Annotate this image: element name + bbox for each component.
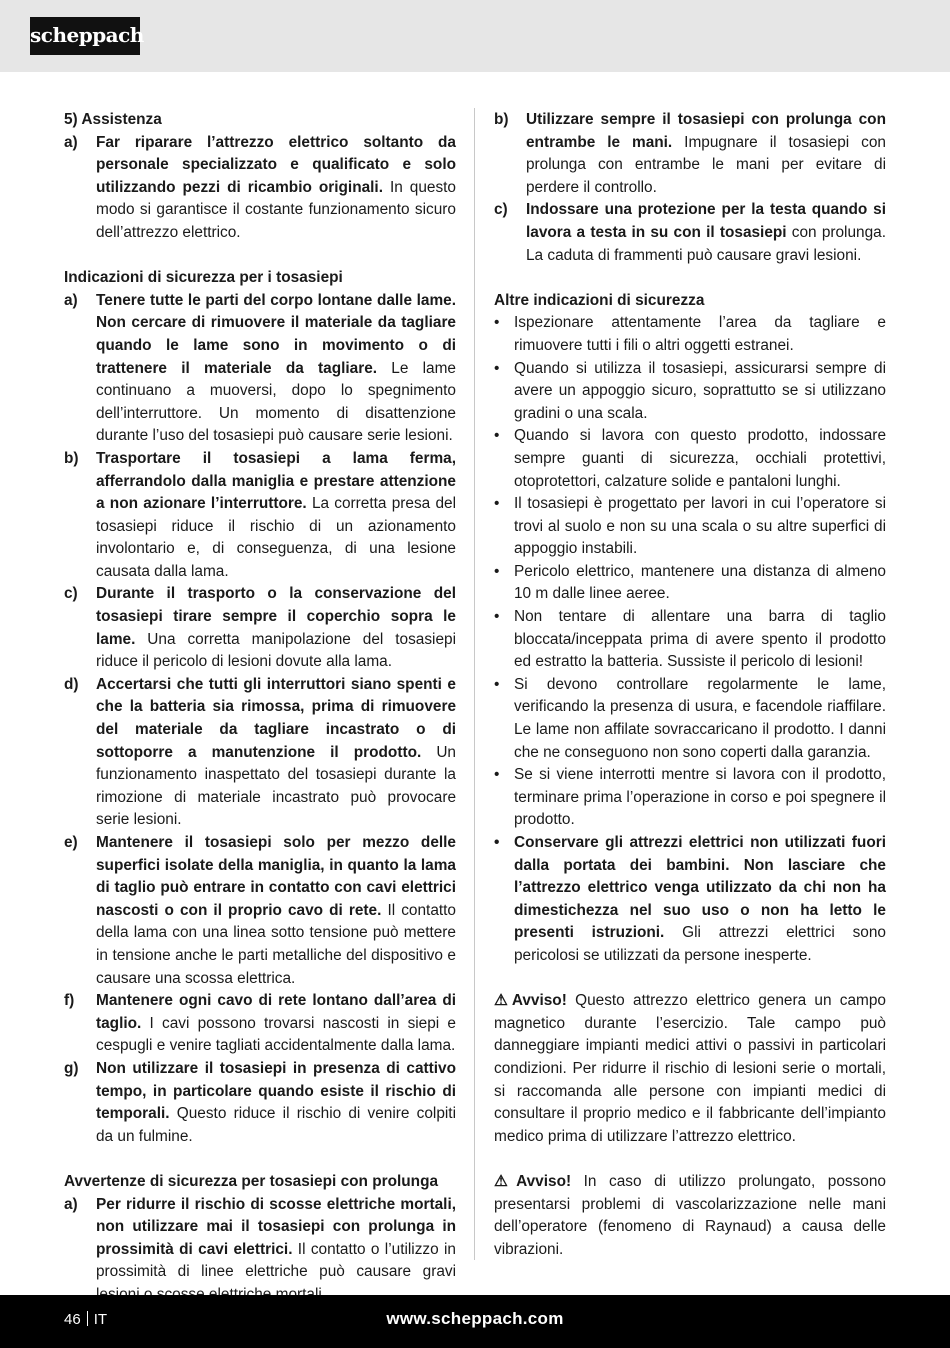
bullet-item <box>494 425 886 493</box>
item-text: Un funzionamento inaspettato del tosasiepi durante la rimozione di materiale incastrato può provocare serie lesioni. <box>96 743 456 829</box>
bullet-dot-icon: • <box>494 495 500 513</box>
item-label: a) <box>64 1195 78 1213</box>
column-divider <box>474 108 475 1260</box>
warning-text: In caso di utilizzo prolungato, possono presentarsi problemi di vascolarizzazione nelle mani dell’operatore (fenomeno di Raynaud) a causa delle vibrazioni. <box>494 1172 886 1258</box>
item-label: b) <box>494 111 509 128</box>
item-label: b) <box>64 449 79 467</box>
bullet-item <box>494 606 886 674</box>
bullet-text: Il tosasiepi è progettato per lavori in cui l’operatore si trovi al suolo e non su una scala o su altre superfici di appoggio instabili. <box>514 495 886 558</box>
item-text: con prolunga. La caduta di frammenti può causare gravi lesioni. <box>526 223 886 264</box>
item-text: Le lame continuano a muoversi, dopo lo spegnimento dell’interruttore. Un momento di disattenzione durante l’uso del tosasiepi può causare serie lesioni. <box>96 359 456 445</box>
instruction-item <box>64 832 456 990</box>
section-heading-tosasiepi: Indicazioni di sicurezza per i tosasiepi <box>64 269 343 287</box>
bullet-text: Se si viene interrotti mentre si lavora con il prodotto, terminare prima l’operazione in corso e poi spegnere il prodotto. <box>514 766 886 829</box>
item-bold-text: Utilizzare sempre il tosasiepi con prolunga con entrambe le mani. <box>526 111 886 151</box>
instruction-item <box>494 199 886 267</box>
item-label: g) <box>64 1059 79 1077</box>
item-text: In questo modo si garantisce il costante funzionamento sicuro dell’attrezzo elettrico. <box>96 178 456 241</box>
bullet-text: Non tentare di allentare una barra di taglio bloccata/inceppata prima di avere spento il prodotto ed estratto la batteria. Sussiste il pericolo di lesioni! <box>514 608 886 671</box>
item-text: I cavi possono trovarsi nascosti in siepi e cespugli e venire tagliati accidentalmente dalla lama. <box>96 1014 456 1055</box>
warning-text: Questo attrezzo elettrico genera un campo magnetico durante l’esercizio. Tale campo può danneggiare impianti medici attivi o passivi in particolari condizioni. Per ridurre il rischio di lesioni serie o mortali, si raccomanda alle persone con impianti medici di consultare il proprio medico e il fabbricante dell’impianto medico prima di utilizzare l’attrezzo elettrico. <box>494 992 886 1145</box>
item-label: a) <box>64 133 78 151</box>
item-bold-text: Far riparare l’attrezzo elettrico soltanto da personale specializzato e qualificato e solo utilizzando pezzi di ricambio originali. <box>96 133 456 196</box>
bullet-item <box>494 358 886 426</box>
item-bold-text: Durante il trasporto o la conservazione del tosasiepi tirare sempre il coperchio sopra le lame. <box>96 585 456 648</box>
warning-triangle-icon: ⚠ <box>494 992 512 1010</box>
item-label: e) <box>64 834 78 851</box>
item-label: c) <box>64 585 78 603</box>
item-bold-text: Tenere tutte le parti del corpo lontane dalle lame. Non cercare di rimuovere il materiale da tagliare quando le lame sono in movimento o di trattenere il materiale da tagliare. <box>96 291 456 377</box>
item-bold-text: Trasportare il tosasiepi a lama ferma, afferrandolo dalla maniglia e prestare attenzione a non azionare l’interruttore. <box>96 449 456 513</box>
instruction-item <box>64 290 456 448</box>
warning-label: Avviso! <box>516 1172 572 1190</box>
bullet-item <box>494 561 886 606</box>
bullet-dot-icon: • <box>494 766 500 784</box>
instruction-item <box>64 990 456 1058</box>
instruction-item <box>64 1058 456 1148</box>
instruction-item <box>64 1194 456 1307</box>
language-code: IT <box>93 1311 108 1328</box>
warning-paragraph <box>494 990 886 1148</box>
item-text: Impugnare il tosasiepi con prolunga con entrambe le mani per evitare di perdere il controllo. <box>526 133 886 196</box>
instruction-item <box>494 109 886 199</box>
bullet-item <box>494 764 886 832</box>
instruction-item <box>64 448 456 584</box>
website-url: www.scheppach.com <box>386 1309 564 1328</box>
bullet-dot-icon: • <box>494 427 500 445</box>
bullet-text: Quando si lavora con questo prodotto, indossare sempre guanti di sicurezza, occhiali protettivi, otoprotettori, calzature solide e pantaloni lunghi. <box>514 427 886 490</box>
right-column <box>494 109 886 1261</box>
instruction-item <box>64 674 456 832</box>
bullet-dot-icon: • <box>494 562 500 580</box>
page-footer <box>0 1295 950 1348</box>
bullet-item <box>494 312 886 357</box>
bullet-dot-icon: • <box>494 608 500 626</box>
section-heading-prolunga: Avvertenze di sicurezza per tosasiepi con prolunga <box>64 1172 439 1190</box>
warning-triangle-icon: ⚠ <box>494 1172 517 1190</box>
bullet-item <box>494 493 886 561</box>
bullet-dot-icon: • <box>494 834 500 851</box>
bullet-dot-icon: • <box>494 359 500 377</box>
item-text: La corretta presa del tosasiepi riduce il rischio di un azionamento involontario e, di conseguenza, di una lesione causata dalla lama. <box>96 495 456 580</box>
section-heading-assistenza: 5) Assistenza <box>64 111 162 128</box>
item-text: Il contatto della lama con una linea sotto tensione può mettere in tensione anche le parti metalliche del dispositivo e causare una scossa elettrica. <box>96 901 456 987</box>
item-bold-text: Non utilizzare il tosasiepi in presenza di cattivo tempo, in particolare quando esiste il rischio di temporali. <box>96 1059 456 1123</box>
warning-label: Avviso! <box>511 992 567 1010</box>
logo-text: scheppach <box>30 23 144 47</box>
bullet-bold-text: Conservare gli attrezzi elettrici non utilizzati fuori dalla portata dei bambini. Non lasciare che l’attrezzo elettrico venga utilizzato da chi non ha dimestichezza nel suo uso o non ha letto le presenti istruzioni. <box>514 834 886 942</box>
left-column <box>64 109 456 1306</box>
item-text: Questo riduce il rischio di venire colpiti da un fulmine. <box>96 1105 456 1145</box>
item-bold-text: Per ridurre il rischio di scosse elettriche mortali, non utilizzare mai il tosasiepi con prolunga in prossimità di cavi elettrici. <box>96 1195 456 1258</box>
item-label: c) <box>494 201 508 219</box>
bullet-item-bold <box>494 832 886 968</box>
item-label: f) <box>64 992 75 1010</box>
item-bold-text: Mantenere il tosasiepi solo per mezzo delle superfici isolate della maniglia, in quanto la lama di taglio può entrare in contatto con cavi elettrici nascosti o con il proprio cavo di rete. <box>96 834 456 919</box>
item-bold-text: Mantenere ogni cavo di rete lontano dall’area di taglio. <box>96 992 456 1032</box>
bullet-text: Quando si utilizza il tosasiepi, assicurarsi sempre di avere un appoggio sicuro, soprattutto se si utilizzano gradini o una scala. <box>514 359 886 422</box>
item-bold-text: Accertarsi che tutti gli interruttori siano spenti e che la batteria sia rimossa, prima di rimuovere del materiale da tagliare incastrato o di sottoporre a manutenzione il prodotto. <box>96 675 456 761</box>
bullet-text: Ispezionare attentamente l’area da tagliare e rimuovere tutti i fili o altri oggetti estranei. <box>514 314 886 354</box>
page-header <box>0 0 950 72</box>
instruction-item <box>64 132 456 245</box>
bullet-text: Pericolo elettrico, mantenere una distanza di almeno 10 m dalle linee aeree. <box>514 562 886 603</box>
item-label: d) <box>64 675 79 693</box>
section-heading-altre: Altre indicazioni di sicurezza <box>494 291 705 309</box>
bullet-text: Si devono controllare regolarmente le lame, verificando la presenza di usura, e facendole riaffilare. Le lame non affilate sovraccaricano il prodotto. I danni che ne conseguono non sono coperti dalla garanzia. <box>514 675 886 761</box>
bullet-dot-icon: • <box>494 675 500 693</box>
item-text: Una corretta manipolazione del tosasiepi riduce il pericolo di lesioni dovute alla lama. <box>96 630 456 671</box>
item-bold-text: Indossare una protezione per la testa quando si lavora a testa in su con il tosasiepi <box>526 201 886 241</box>
instruction-item <box>64 583 456 673</box>
bullet-dot-icon: • <box>494 314 500 332</box>
brand-logo <box>30 17 144 55</box>
bullet-text: Gli attrezzi elettrici sono pericolosi se utilizzati da persone inesperte. <box>514 924 886 964</box>
item-label: a) <box>64 291 78 309</box>
item-text: Il contatto o l’utilizzo in prossimità di linee elettriche può causare gravi <box>96 1240 456 1281</box>
page-number-value: 46 <box>64 1311 81 1328</box>
warning-paragraph <box>494 1171 886 1261</box>
bullet-item <box>494 674 886 764</box>
